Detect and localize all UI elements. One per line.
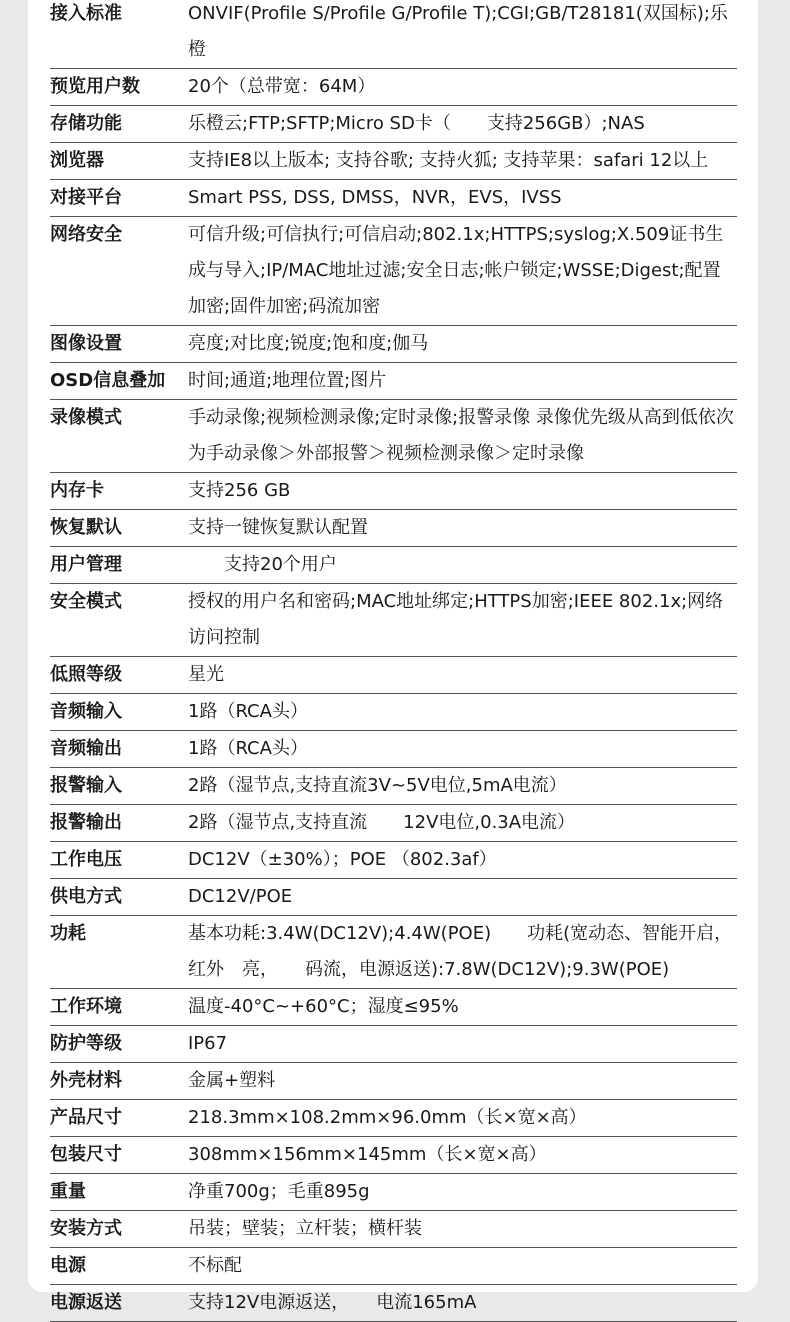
spec-label: 报警输入 <box>50 775 122 796</box>
spec-row <box>50 473 737 510</box>
spec-row <box>50 510 737 547</box>
spec-label: 安装方式 <box>50 1218 122 1239</box>
spec-value: 支持IE8以上版本; 支持谷歌; 支持火狐; 支持苹果：safari 12以上 <box>188 150 709 171</box>
spec-value: DC12V/POE <box>188 886 293 907</box>
spec-table <box>50 0 737 1322</box>
spec-row <box>50 180 737 217</box>
spec-label: 图像设置 <box>50 333 122 354</box>
spec-value: 支持12V电源返送， 电流165mA <box>188 1292 477 1313</box>
spec-row <box>50 657 737 694</box>
spec-label: 包装尺寸 <box>50 1144 122 1165</box>
spec-value: 授权的用户名和密码;MAC地址绑定;HTTPS加密;IEEE 802.1x;网络访问控制 <box>188 591 724 648</box>
spec-value: 308mm×156mm×145mm（长×宽×高） <box>188 1144 547 1165</box>
spec-value: 不标配 <box>188 1255 242 1276</box>
spec-value: 20个（总带宽：64M） <box>188 76 376 97</box>
spec-row <box>50 547 737 584</box>
spec-value: 支持256 GB <box>188 480 291 501</box>
spec-row <box>50 143 737 180</box>
spec-row <box>50 1174 737 1211</box>
spec-label: 恢复默认 <box>50 517 122 538</box>
spec-row <box>50 694 737 731</box>
spec-value: 2路（湿节点,支持直流3V~5V电位,5mA电流） <box>188 775 567 796</box>
spec-row <box>50 69 737 106</box>
spec-value: 时间;通道;地理位置;图片 <box>188 370 387 391</box>
spec-label: 工作环境 <box>50 996 122 1017</box>
spec-row <box>50 1137 737 1174</box>
spec-row <box>50 916 737 989</box>
spec-label: 重量 <box>50 1181 86 1202</box>
spec-label: 电源返送 <box>50 1292 122 1313</box>
spec-label: 对接平台 <box>50 187 122 208</box>
spec-row <box>50 106 737 143</box>
spec-label: 网络安全 <box>50 224 122 245</box>
spec-value: 星光 <box>188 664 224 685</box>
spec-value: 支持一键恢复默认配置 <box>188 517 368 538</box>
spec-value: 支持20个用户 <box>188 554 337 575</box>
spec-label: 供电方式 <box>50 886 122 907</box>
spec-label: 低照等级 <box>50 664 122 685</box>
spec-value: 基本功耗:3.4W(DC12V);4.4W(POE) 功耗(宽动态、智能开启，红外 亮， 码流，电源返送):7.8W(DC12V);9.3W(POE) <box>188 923 733 980</box>
spec-label: 音频输入 <box>50 701 122 722</box>
spec-row <box>50 1063 737 1100</box>
spec-label: 工作电压 <box>50 849 122 870</box>
spec-label: 存储功能 <box>50 113 122 134</box>
spec-value: 吊装；壁装；立杆装；横杆装 <box>188 1218 422 1239</box>
spec-value: 218.3mm×108.2mm×96.0mm（长×宽×高） <box>188 1107 587 1128</box>
spec-row <box>50 326 737 363</box>
spec-label: 音频输出 <box>50 738 122 759</box>
spec-label: 安全模式 <box>50 591 122 612</box>
spec-row <box>50 1100 737 1137</box>
spec-label: 内存卡 <box>50 480 104 501</box>
spec-label: 接入标准 <box>50 3 122 24</box>
spec-row <box>50 989 737 1026</box>
spec-label: 电源 <box>50 1255 86 1276</box>
spec-value: Smart PSS, DSS, DMSS，NVR，EVS，IVSS <box>188 187 562 208</box>
spec-row <box>50 1285 737 1322</box>
spec-label: 用户管理 <box>50 554 122 575</box>
spec-row <box>50 1026 737 1063</box>
spec-value: 温度-40°C~+60°C；湿度≤95% <box>188 996 459 1017</box>
spec-label: 产品尺寸 <box>50 1107 122 1128</box>
spec-value: DC12V（±30%）；POE （802.3af） <box>188 849 497 870</box>
spec-row <box>50 731 737 768</box>
spec-row <box>50 842 737 879</box>
spec-label: 功耗 <box>50 923 86 944</box>
spec-row <box>50 0 737 69</box>
spec-value: 净重700g；毛重895g <box>188 1181 370 1202</box>
spec-value: 手动录像;视频检测录像;定时录像;报警录像 录像优先级从高到低依次为手动录像＞外部报警＞视频检测录像＞定时录像 <box>188 407 734 464</box>
spec-row <box>50 1248 737 1285</box>
spec-row <box>50 768 737 805</box>
spec-value: 1路（RCA头） <box>188 738 308 759</box>
spec-value: ONVIF(Profile S/Profile G/Profile T);CGI;GB/T28181(双国标);乐橙 <box>188 3 728 60</box>
spec-row <box>50 805 737 842</box>
spec-row <box>50 879 737 916</box>
spec-label: 报警输出 <box>50 812 122 833</box>
spec-row <box>50 584 737 657</box>
spec-label: OSD信息叠加 <box>50 370 166 391</box>
spec-label: 外壳材料 <box>50 1070 122 1091</box>
spec-value: IP67 <box>188 1033 228 1054</box>
spec-value: 乐橙云;FTP;SFTP;Micro SD卡（ 支持256GB）;NAS <box>188 113 645 134</box>
spec-row <box>50 400 737 473</box>
spec-label: 浏览器 <box>50 150 104 171</box>
spec-value: 可信升级;可信执行;可信启动;802.1x;HTTPS;syslog;X.509证书生成与导入;IP/MAC地址过滤;安全日志;帐户锁定;WSSE;Digest;配置加密;固件加密;码流加密 <box>188 224 724 317</box>
spec-row <box>50 217 737 326</box>
spec-value: 2路（湿节点,支持直流 12V电位,0.3A电流） <box>188 812 576 833</box>
spec-value: 金属+塑料 <box>188 1070 276 1091</box>
spec-label: 录像模式 <box>50 407 122 428</box>
spec-row <box>50 363 737 400</box>
spec-value: 1路（RCA头） <box>188 701 308 722</box>
spec-label: 防护等级 <box>50 1033 122 1054</box>
spec-label: 预览用户数 <box>50 76 140 97</box>
spec-value: 亮度;对比度;锐度;饱和度;伽马 <box>188 333 429 354</box>
spec-row <box>50 1211 737 1248</box>
